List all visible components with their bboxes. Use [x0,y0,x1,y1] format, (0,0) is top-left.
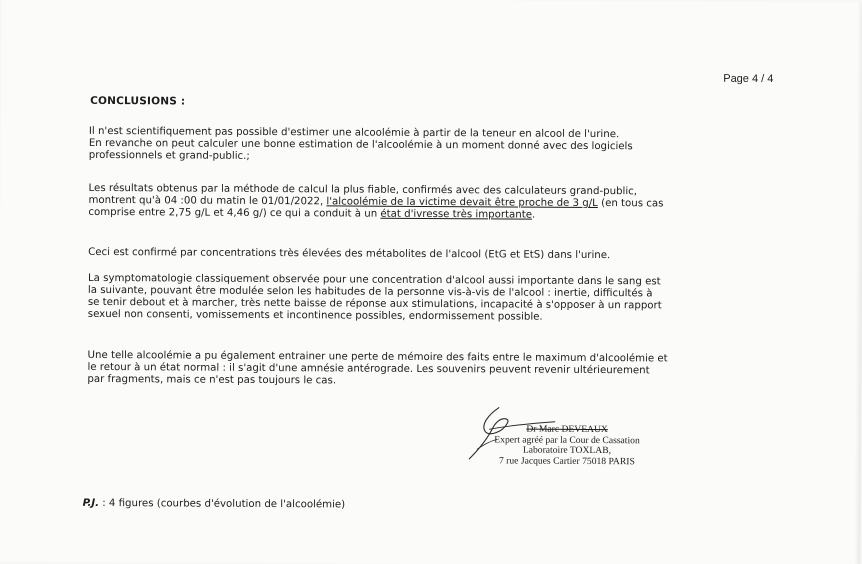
signature-block [459,401,669,472]
underlined-text: état d'ivresse très importante [380,208,533,221]
paragraph-line: En revanche on peut calculer une bonne estimation de l'alcoolémie à un moment donné avec des logiciels [88,137,633,153]
underlined-text: l'alcoolémie de la victime devait être proche de 3 g/L [326,196,598,210]
text-segment: comprise entre 2,75 g/L et 4,46 g/) ce qui a conduit à un [88,206,381,220]
signatory-name: Dr Marc DEVEAUX [526,423,608,436]
signature-text [467,424,667,467]
paragraph-line: Ceci est confirmé par concentrations très élevées des métabolites de l'alcool (EtG et EtS) dans l'urine. [88,246,611,262]
paragraph-line: professionnels et grand-public.; [88,149,250,162]
section-heading: CONCLUSIONS : [90,94,186,108]
text-segment: montrent qu'à 04 :00 du matin le 01/01/2022, [88,194,327,208]
paragraph-3 [88,247,774,263]
paragraph-line: par fragments, mais ce n'est pas toujours le cas. [87,373,337,387]
paragraph-line: La symptomatologie classiquement observée pour une concentration d'alcool aussi importante dans le sang est [87,272,661,288]
page-edge [854,3,862,564]
paragraph-1 [89,126,775,166]
paragraph-2 [88,183,774,223]
paragraph-4 [88,273,774,325]
page-number: Page 4 / 4 [723,72,774,86]
paragraph-5 [87,350,773,390]
text-segment: (en tous cas [597,198,664,210]
attachments-note [83,498,346,512]
signatory-address: 7 rue Jacques Cartier 75018 PARIS [498,454,635,467]
paragraph-line: Il n'est scientifiquement pas possible d'estimer une alcoolémie à partir de la teneur en alcool de l'urine. [88,125,620,141]
signatory-title: Expert agréé par la Cour de Cassation [494,433,640,446]
text-segment: . [531,209,536,221]
attachments-label: P.J. [82,497,100,509]
paragraph-line: Les résultats obtenus par la méthode de calcul la plus fiable, confirmés avec des calculateurs grand-public, [88,182,638,198]
signatory-lab: Laboratoire TOXLAB, [522,444,612,457]
paragraph-line: la suivante, pouvant être modulée selon les habitudes de la personne vis-à-vis de l'alcool : inertie, difficultés à [87,284,653,300]
paragraph-line: sexuel non consenti, vomissements et incontinence possibles, endormissement possible. [87,308,543,323]
paragraph-line: le retour à un état normal : il s'agit d'une amnésie antérograde. Les souvenirs peuvent revenir ultérieurement [87,361,650,377]
attachments-text: : 4 figures (courbes d'évolution de l'alcoolémie) [98,497,346,511]
paragraph-line: se tenir debout et à marcher, très nette baisse de réponse aux stimulations, incapacité à s'opposer à un rapport [87,296,662,312]
paragraph-line: Une telle alcoolémie a pu également entrainer une perte de mémoire des faits entre le maximum d'alcoolémie et [87,349,668,365]
